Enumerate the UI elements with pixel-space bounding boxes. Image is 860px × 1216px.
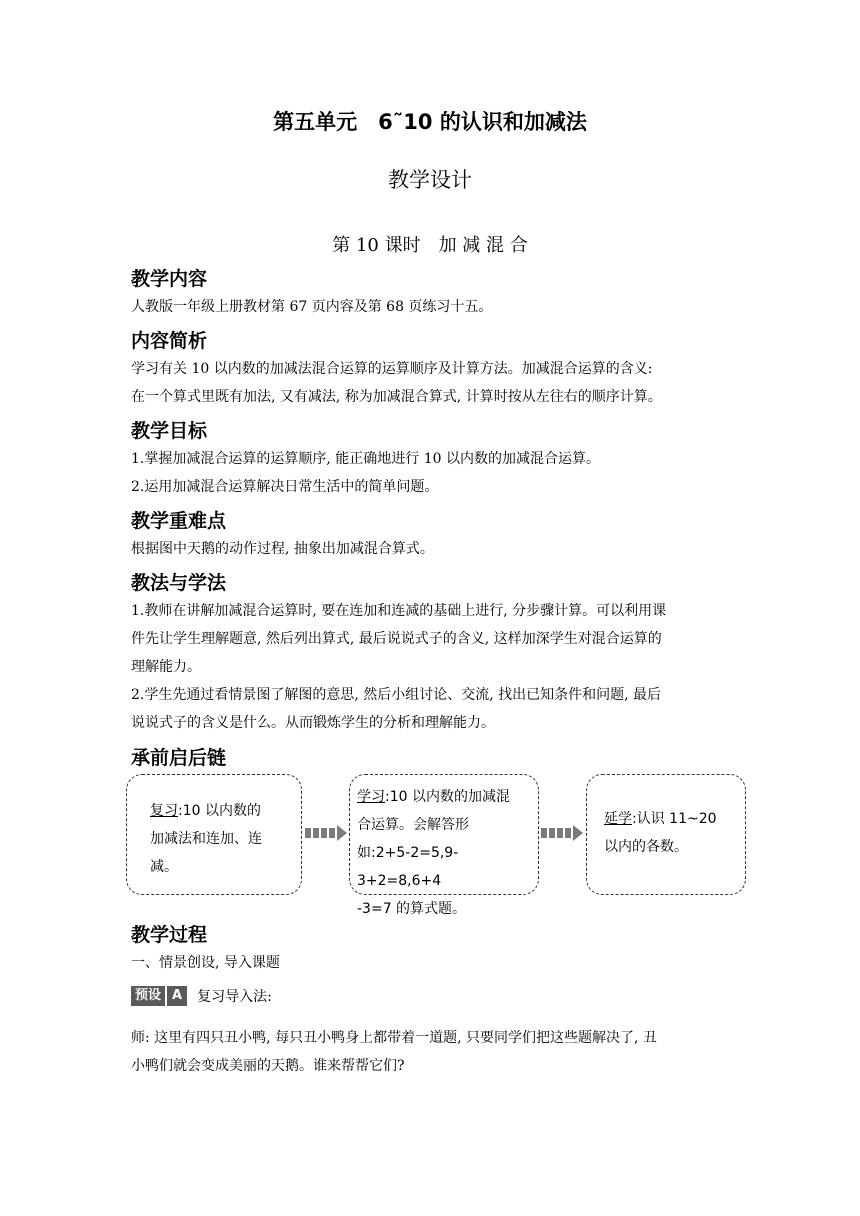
extension-label: 延学 xyxy=(604,811,632,827)
review-label: 复习 xyxy=(150,803,178,819)
heading-process: 教学过程 xyxy=(131,924,208,946)
methods-p1-line-3: 理解能力。 xyxy=(131,659,201,675)
methods-p1-line-1: 1.教师在讲解加减混合运算时, 要在连加和连减的基础上进行, 分步骤计算。可以利用课 xyxy=(131,603,667,619)
teacher-line-2: 小鸭们就会变成美丽的天鹅。谁来帮帮它们? xyxy=(131,1058,405,1074)
study-line-2: 合运算。会解答形 xyxy=(357,817,469,833)
process-step-1: 一、情景创设, 导入课题 xyxy=(131,955,280,971)
extension-line-2: 以内的各数。 xyxy=(604,839,688,855)
study-line-4: -3=7 的算式题。 xyxy=(357,901,467,917)
goal-item-1: 1.掌握加减混合运算的运算顺序, 能正确地进行 10 以内数的加减混合运算。 xyxy=(131,451,600,467)
preset-tag-letter: A xyxy=(167,986,187,1006)
arrow-1-icon xyxy=(305,825,347,841)
preset-line xyxy=(131,986,272,1006)
preset-tag xyxy=(131,986,187,1006)
extension-box-text xyxy=(604,805,744,861)
page-subtitle: 教学设计 xyxy=(388,168,472,192)
analysis-line-2: 在一个算式里既有加法, 又有减法, 称为加减混合算式, 计算时按从左往右的顺序计算。 xyxy=(131,389,662,405)
review-line-3: 减。 xyxy=(150,859,178,875)
study-label: 学习 xyxy=(357,789,385,805)
review-box xyxy=(126,774,302,895)
heading-links: 承前启后链 xyxy=(131,747,227,769)
page-title: 第五单元 6˜10 的认识和加减法 xyxy=(273,110,587,134)
extension-line-1: :认识 11~20 xyxy=(632,811,717,827)
methods-p2-line-2: 说说式子的含义是什么。从而锻炼学生的分析和理解能力。 xyxy=(131,715,495,731)
review-box-text xyxy=(150,797,300,881)
heading-content: 教学内容 xyxy=(131,268,208,290)
heading-goals: 教学目标 xyxy=(131,420,208,442)
content-text: 人教版一年级上册教材第 67 页内容及第 68 页练习十五。 xyxy=(131,299,493,315)
study-line-3: 如:2+5-2=5,9-3+2=8,6+4 xyxy=(357,845,459,889)
analysis-line-1: 学习有关 10 以内数的加减法混合运算的运算顺序及计算方法。加减混合运算的含义: xyxy=(131,361,653,377)
methods-p1-line-2: 件先让学生理解题意, 然后列出算式, 最后说说式子的含义, 这样加深学生对混合运算的 xyxy=(131,631,662,647)
preset-text: 复习导入法: xyxy=(197,989,272,1005)
methods-p2-line-1: 2.学生先通过看情景图了解图的意思, 然后小组讨论、交流, 找出已知条件和问题, 最后 xyxy=(131,687,662,703)
study-box xyxy=(349,774,539,917)
heading-analysis: 内容简析 xyxy=(131,330,208,352)
preset-tag-label: 预设 xyxy=(131,986,165,1006)
study-line-1: :10 以内数的加减混 xyxy=(385,789,510,805)
teacher-line-1: 师: 这里有四只丑小鸭, 每只丑小鸭身上都带着一道题, 只要同学们把这些题解决了, 丑 xyxy=(131,1030,657,1046)
lesson-title: 第 10 课时 加 减 混 合 xyxy=(332,235,528,256)
heading-difficulty: 教学重难点 xyxy=(131,510,227,532)
review-line-1: :10 以内数的 xyxy=(178,803,261,819)
goal-item-2: 2.运用加减混合运算解决日常生活中的简单问题。 xyxy=(131,479,439,495)
extension-box xyxy=(586,774,746,895)
heading-methods: 教法与学法 xyxy=(131,572,227,594)
review-line-2: 加减法和连加、连 xyxy=(150,831,262,847)
difficulty-text: 根据图中天鹅的动作过程, 抽象出加减混合算式。 xyxy=(131,541,434,557)
arrow-2-icon xyxy=(541,825,583,841)
study-box-text xyxy=(357,783,537,923)
